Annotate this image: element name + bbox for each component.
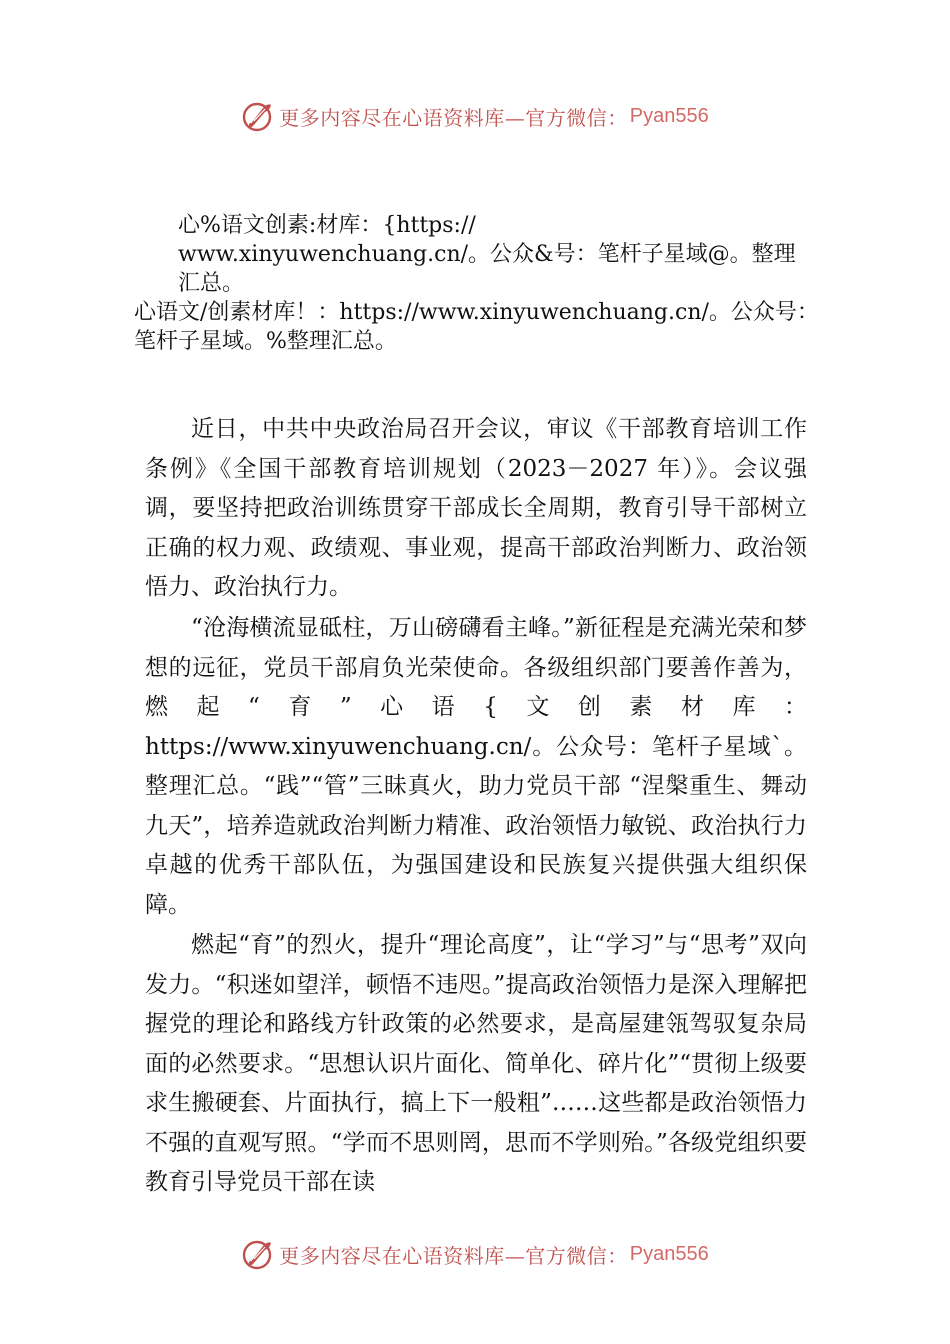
body-paragraph-3: 燃起“育”的烈火，提升“理论高度”，让“学习”与“思考”双向发力。“积迷如望洋，顿悟不违咫。”提高政治领悟力是深入理解把握党的理论和路线方针政策的必然要求，是高屋建瓴驾驭复杂局面的必然要求。“思想认识片面化、简单化、碎片化”“贯彻上级要求生搬硬套、片面执行，搞上下一般粗”……这些都是政治领悟力不强的直观写照。“学而不思则罔，思而不学则殆。”各级党组织要教育引导党员干部在读 [145, 932, 807, 1195]
watermark-line: 汇总。 [178, 271, 245, 296]
footer-banner [0, 1234, 950, 1274]
watermark-line: 心%语文创素:材库：{https:// [178, 213, 476, 238]
body-paragraph-2: “沧海横流显砥柱，万山磅礴看主峰。”新征程是充满光荣和梦想的远征，党员干部肩负光荣使命。各级组织部门要善作善为，燃起“育”心语{文创素材库：https://www.xinyuwenchuang.cn/。公众号：笔杆子星域`。整理汇总。“践”“管”三昧真火，助力党员干部 “涅槃重生、舞动九天”，培养造就政治判断力精准、政治领悟力敏锐、政治执行力卓越的优秀干部队伍，为强国建设和民族复兴提供强大组织保障。 [145, 615, 807, 918]
header-banner [0, 96, 950, 136]
watermark-block-2: 心语文/创素材库！：https://www.xinyuwenchuang.cn/。公众号：笔杆子星域。%整理汇总。 [134, 300, 819, 354]
watermark-block-1 [178, 211, 828, 298]
banner-text: 更多内容尽在心语资料库—官方微信： [279, 1243, 628, 1268]
banner-contact: Pyan556 [629, 104, 709, 127]
quill-pen-icon [241, 1237, 275, 1271]
banner-contact: Pyan556 [629, 1242, 709, 1265]
watermark-line: www.xinyuwenchuang.cn/。公众&号：笔杆子星域@。整理 [178, 242, 796, 267]
body-paragraph-1: 近日，中共中央政治局召开会议，审议《干部教育培训工作条例》《全国干部教育培训规划（2023－2027 年）》。会议强调，要坚持把政治训练贯穿干部成长全周期，教育引导干部树立正确的权力观、政绩观、事业观，提高干部政治判断力、政治领悟力、政治执行力。 [145, 416, 807, 600]
banner-text: 更多内容尽在心语资料库—官方微信： [279, 105, 628, 130]
quill-pen-icon [241, 99, 275, 133]
